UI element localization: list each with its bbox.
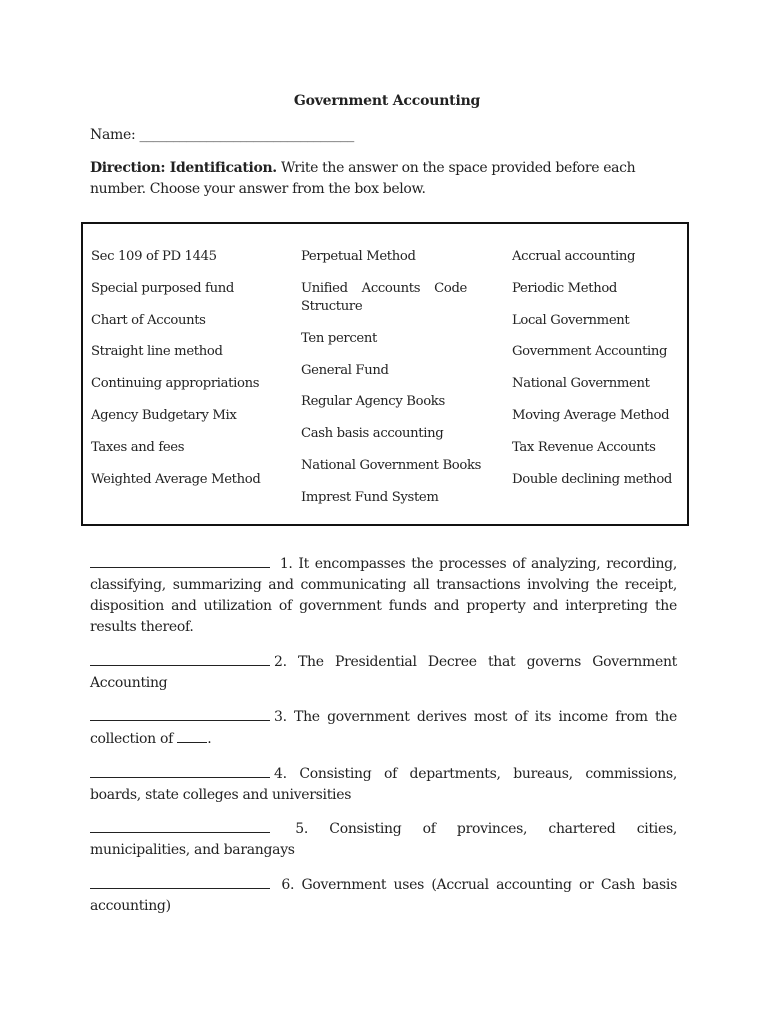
question-text: 1. It encompasses the processes of analyzing, recording, classifying, summarizing and communicating all transactions involving the receipt, disposition and utilization of government funds and property and interpreting the results thereof. [90, 556, 677, 635]
choice-word: Code [434, 280, 467, 296]
question-text: 4. Consisting of departments, bureaus, commissions, boards, state colleges and universities [90, 765, 677, 803]
question-1 [90, 553, 677, 638]
choice-item: Government Accounting [512, 344, 668, 360]
question-2 [90, 651, 677, 694]
answer-blank[interactable] [90, 818, 270, 833]
choice-item-unified-accounts [301, 280, 467, 330]
direction-text: Write the answer on the space provided before each number. Choose your answer from the box below. [90, 160, 636, 197]
answer-blank[interactable] [90, 651, 270, 666]
choice-item: Straight line method [91, 344, 223, 360]
choices-column-1 [91, 248, 281, 502]
choice-item: National Government [512, 376, 650, 392]
answer-blank[interactable] [90, 874, 270, 889]
question-list [90, 553, 677, 929]
choice-item: Chart of Accounts [91, 312, 206, 328]
choice-item: Regular Agency Books [301, 394, 445, 410]
choice-item: Imprest Fund System [301, 489, 439, 505]
choice-item: Cash basis accounting [301, 426, 444, 442]
question-text: 2. The Presidential Decree that governs Government Accounting [90, 653, 677, 691]
name-field[interactable]: Name: ________________________________ [90, 127, 354, 143]
question-3 [90, 706, 677, 750]
choice-item: Periodic Method [512, 280, 618, 296]
choices-column-2 [301, 248, 482, 521]
answer-blank[interactable] [90, 706, 270, 721]
choice-item: Continuing appropriations [91, 376, 260, 392]
question-text: 5. Consisting of provinces, chartered cities, municipalities, and barangays [90, 821, 677, 858]
choice-item: Taxes and fees [91, 439, 185, 455]
choices-column-3 [512, 248, 682, 502]
choice-item: General Fund [301, 362, 389, 378]
choice-item: Local Government [512, 312, 630, 328]
direction-label: Direction: Identification. [90, 160, 277, 176]
choice-item: Special purposed fund [91, 280, 234, 296]
question-6 [90, 874, 677, 917]
question-4 [90, 763, 677, 806]
choice-item: Sec 109 of PD 1445 [91, 249, 217, 264]
inline-blank[interactable] [177, 728, 207, 743]
choice-item: Double declining method [512, 471, 673, 487]
answer-choices-box [81, 222, 689, 526]
choice-item: Agency Budgetary Mix [91, 407, 237, 423]
question-5 [90, 818, 677, 861]
choice-item: Accrual accounting [512, 249, 636, 264]
answer-blank[interactable] [90, 763, 270, 778]
question-text: 6. Government uses (Accrual accounting or Cash basis accounting) [90, 876, 677, 914]
choice-item: Tax Revenue Accounts [512, 439, 656, 455]
directions [90, 158, 680, 200]
answer-blank[interactable] [90, 553, 270, 568]
choice-word: Structure [301, 298, 363, 314]
choice-item: Moving Average Method [512, 407, 670, 423]
page-title: Government Accounting [293, 93, 481, 109]
question-suffix: . [207, 731, 212, 747]
choice-item: Ten percent [301, 330, 377, 346]
choice-word: Unified [301, 280, 348, 296]
choice-item: Perpetual Method [301, 249, 416, 264]
choice-item: National Government Books [301, 457, 482, 473]
question-text: 3. The government derives most of its income from the collection of [90, 709, 677, 747]
choice-item: Weighted Average Method [91, 471, 261, 487]
choice-word: Accounts [361, 280, 421, 296]
